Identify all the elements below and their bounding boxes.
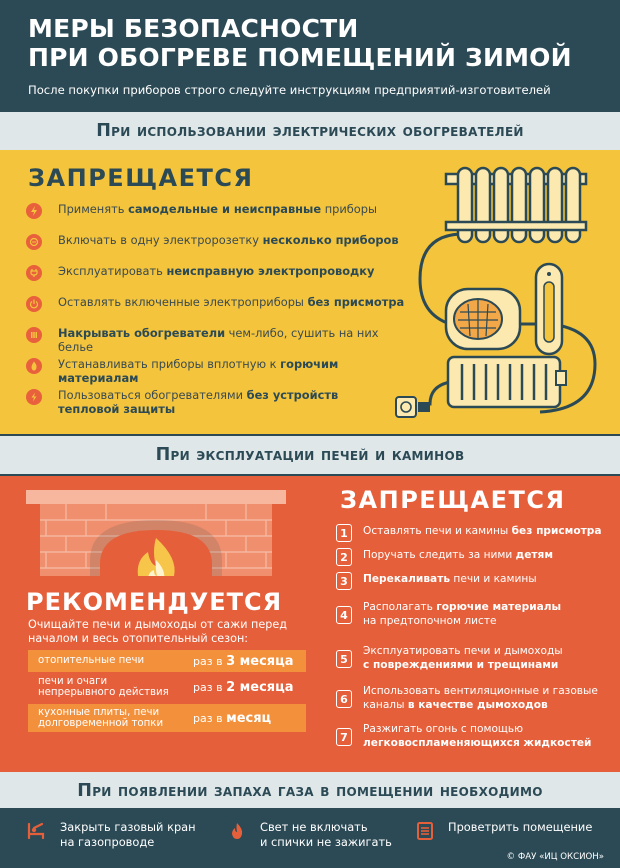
gas-actions-section bbox=[0, 808, 620, 868]
electric-forbid-list bbox=[26, 202, 406, 428]
list-item: Устанавливать приборы вплотную к горючим материалам bbox=[26, 357, 406, 388]
forbid-title: ЗАПРЕЩАЕТСЯ bbox=[340, 486, 566, 514]
page-title bbox=[28, 14, 592, 72]
list-item: 7 Разжигать огонь с помощью легковоспламеняющихся жидкостей bbox=[336, 722, 606, 750]
list-item: 6 Использовать вентиляционные и газовые каналы в качестве дымоходов bbox=[336, 684, 606, 712]
plug-icon bbox=[26, 265, 42, 281]
recommend-panel bbox=[14, 576, 308, 774]
stoves-section bbox=[0, 476, 620, 772]
recommend-description: Очищайте печи и дымоходы от сажи перед началом и весь отопительный сезон: bbox=[28, 618, 287, 645]
wall-socket-icon bbox=[396, 397, 430, 417]
list-item: 1 Оставлять печи и камины без присмотра bbox=[336, 524, 606, 542]
no-fire-icon bbox=[226, 820, 248, 842]
list-item: 2 Поручать следить за ними детям bbox=[336, 548, 606, 566]
heaters-illustration bbox=[390, 164, 612, 426]
cleaning-row: печи и очаги непрерывного действия раз в 2 месяца bbox=[38, 675, 294, 698]
list-item: Эксплуатировать неисправную электропроводку bbox=[26, 264, 406, 295]
power-icon bbox=[26, 296, 42, 312]
gas-action-item: Закрыть газовый кран на газопроводе bbox=[26, 820, 196, 850]
socket-icon bbox=[26, 234, 42, 250]
section-heading-electric bbox=[0, 112, 620, 150]
list-item: Оставлять включенные электроприборы без присмотра bbox=[26, 295, 406, 326]
list-item: Пользоваться обогревателями без устройств тепловой защиты bbox=[26, 388, 406, 428]
gas-valve-icon bbox=[26, 820, 48, 842]
flame-icon bbox=[26, 358, 42, 374]
list-item: 3 Перекаливать печи и камины bbox=[336, 572, 606, 590]
title-line-1: МЕРЫ БЕЗОПАСНОСТИ bbox=[28, 14, 359, 43]
gas-action-item: Свет не включать и спички не зажигать bbox=[226, 820, 392, 850]
section-heading-text: При появлении запаха газа в помещении необходимо bbox=[77, 781, 543, 801]
section-heading-gas bbox=[0, 772, 620, 810]
header bbox=[0, 0, 620, 108]
list-item: Накрывать обогреватели чем-либо, сушить на них белье bbox=[26, 326, 406, 357]
section-heading-text: При использовании электрических обогревателей bbox=[96, 121, 524, 141]
page-subtitle: После покупки приборов строго следуйте инструкциям предприятий-изготовителей bbox=[28, 83, 551, 97]
convector-heater-icon bbox=[536, 264, 562, 354]
gas-action-item: Проветрить помещение bbox=[414, 820, 592, 842]
oil-radiator-icon bbox=[446, 168, 586, 242]
electric-heaters-section bbox=[0, 150, 620, 434]
copyright: © ФАУ «ИЦ ОКСИОН» bbox=[506, 852, 604, 862]
fan-heater-icon bbox=[446, 289, 520, 349]
heater-icon bbox=[26, 327, 42, 343]
section-heading-stoves bbox=[0, 436, 620, 474]
shield-lightning-icon bbox=[26, 389, 42, 405]
recommend-title: РЕКОМЕНДУЕТСЯ bbox=[26, 588, 283, 616]
cleaning-row: отопительные печи раз в 3 месяца bbox=[28, 650, 306, 672]
forbid-title: ЗАПРЕЩАЕТСЯ bbox=[28, 164, 254, 192]
list-item: 5 Эксплуатировать печи и дымоходы с повреждениями и трещинами bbox=[336, 644, 606, 672]
title-line-2: ПРИ ОБОГРЕВЕ ПОМЕЩЕНИЙ ЗИМОЙ bbox=[28, 43, 572, 72]
window-icon bbox=[414, 820, 436, 842]
cleaning-row: кухонные плиты, печи долговременной топки раз в месяц bbox=[28, 704, 306, 732]
section-heading-text: При эксплуатации печей и каминов bbox=[155, 445, 465, 465]
list-item: 4 Располагать горючие материалы на предтопочном листе bbox=[336, 600, 606, 628]
panel-heater-icon bbox=[448, 357, 566, 407]
list-item: Применять самодельные и неисправные приборы bbox=[26, 202, 406, 233]
list-item: Включать в одну электророзетку несколько приборов bbox=[26, 233, 406, 264]
lightning-icon bbox=[26, 203, 42, 219]
